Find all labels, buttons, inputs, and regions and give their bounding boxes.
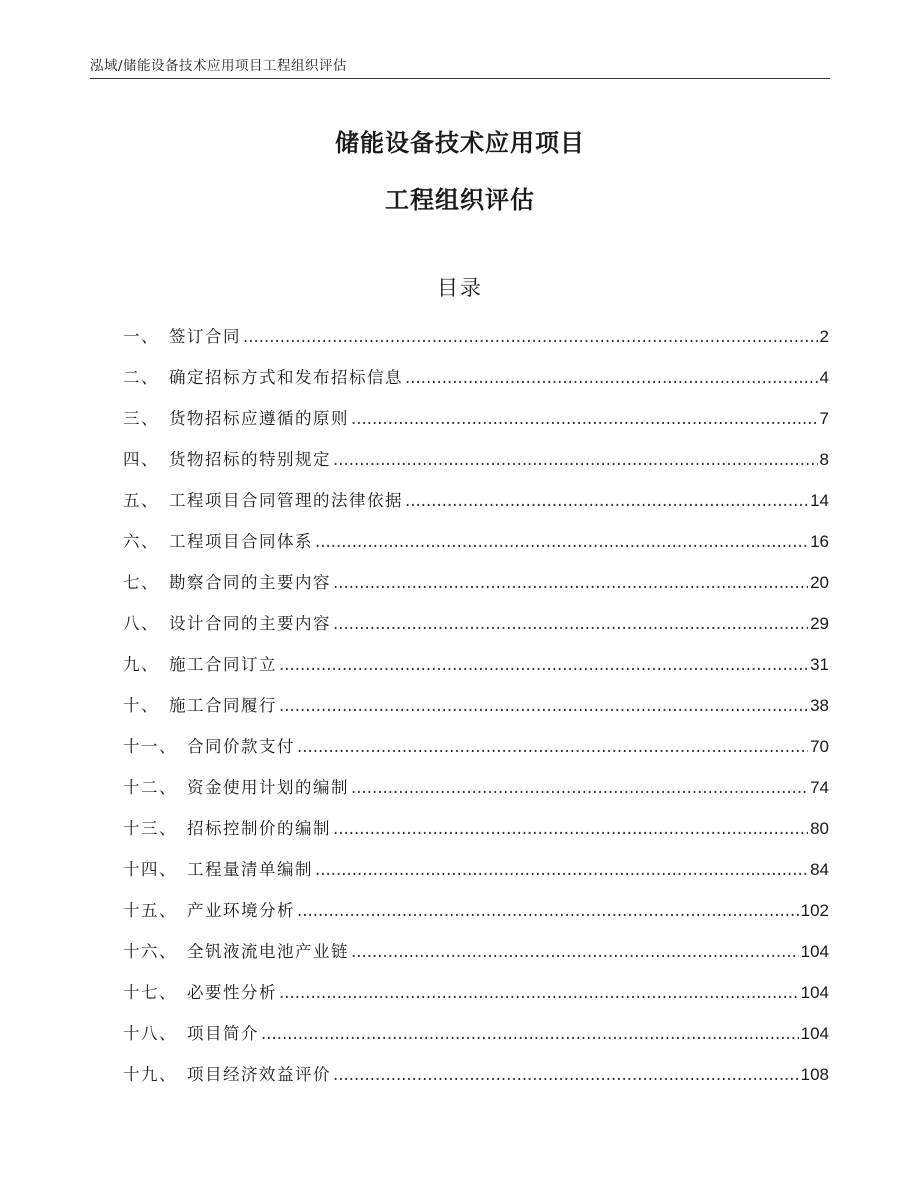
toc-item-separator: 、	[159, 942, 177, 961]
toc-item-separator: 、	[141, 368, 159, 387]
toc-item-title: 勘察合同的主要内容	[169, 573, 331, 592]
toc-item-separator: 、	[159, 1065, 177, 1084]
toc-item-number: 十一	[123, 737, 159, 756]
toc-item-number: 十	[123, 696, 141, 715]
toc-item-separator: 、	[141, 327, 159, 346]
toc-item-separator: 、	[141, 614, 159, 633]
toc-item-number: 九	[123, 655, 141, 674]
toc-item-title: 全钒液流电池产业链	[187, 942, 349, 961]
toc-item[interactable]	[123, 651, 829, 692]
toc-dot-leader	[261, 1024, 799, 1043]
toc-item-title: 工程项目合同管理的法律依据	[169, 491, 403, 510]
toc-item-number: 七	[123, 573, 141, 592]
toc-item-separator: 、	[159, 737, 177, 756]
toc-dot-leader	[405, 368, 818, 387]
toc-item-page: 102	[800, 901, 829, 920]
toc-dot-leader	[243, 327, 818, 346]
toc-item[interactable]	[123, 487, 829, 528]
toc-item[interactable]	[123, 979, 829, 1020]
toc-dot-leader	[351, 409, 818, 428]
toc-item-page: 7	[819, 409, 829, 428]
toc-dot-leader	[279, 696, 808, 715]
toc-item-page: 14	[810, 491, 829, 510]
toc-item-page: 8	[819, 450, 829, 469]
toc-item-title: 产业环境分析	[187, 901, 295, 920]
toc-item-page: 104	[800, 942, 829, 961]
toc-item-page: 104	[800, 983, 829, 1002]
toc-item-separator: 、	[141, 409, 159, 428]
toc-item-title: 货物招标应遵循的原则	[169, 409, 349, 428]
toc-item-separator: 、	[141, 573, 159, 592]
document-title-line1: 储能设备技术应用项目	[335, 129, 585, 157]
toc-dot-leader	[279, 983, 799, 1002]
toc-dot-leader	[315, 860, 808, 879]
toc-item-number: 二	[123, 368, 141, 387]
toc-item-page: 70	[810, 737, 829, 756]
toc-item[interactable]	[123, 446, 829, 487]
toc-item-separator: 、	[159, 778, 177, 797]
toc-item-separator: 、	[141, 655, 159, 674]
toc-item-number: 十七	[123, 983, 159, 1002]
toc-item-page: 4	[819, 368, 829, 387]
toc-item-number: 八	[123, 614, 141, 633]
toc-item-separator: 、	[159, 819, 177, 838]
toc-dot-leader	[297, 737, 808, 756]
toc-item-page: 20	[810, 573, 829, 592]
toc-item-separator: 、	[141, 491, 159, 510]
toc-item[interactable]	[123, 774, 829, 815]
toc-item[interactable]	[123, 1020, 829, 1061]
header-rule	[90, 78, 830, 79]
toc-dot-leader	[333, 614, 808, 633]
toc-item-title: 确定招标方式和发布招标信息	[169, 368, 403, 387]
toc-item-separator: 、	[159, 901, 177, 920]
toc-item-page: 31	[810, 655, 829, 674]
toc-item[interactable]	[123, 364, 829, 405]
toc-item-title: 货物招标的特别规定	[169, 450, 331, 469]
toc-item-number: 十六	[123, 942, 159, 961]
toc-item-number: 十八	[123, 1024, 159, 1043]
toc-dot-leader	[351, 778, 808, 797]
toc-item-separator: 、	[159, 860, 177, 879]
toc-item-title: 资金使用计划的编制	[187, 778, 349, 797]
toc-item[interactable]	[123, 1061, 829, 1102]
toc-item[interactable]	[123, 938, 829, 979]
toc-item-title: 项目经济效益评价	[187, 1065, 331, 1084]
toc-item[interactable]	[123, 692, 829, 733]
toc-dot-leader	[351, 942, 799, 961]
toc-item-page: 84	[810, 860, 829, 879]
toc-item[interactable]	[123, 815, 829, 856]
toc-item-title: 项目简介	[187, 1024, 259, 1043]
toc-item-number: 十四	[123, 860, 159, 879]
toc-dot-leader	[333, 450, 818, 469]
toc-item-number: 六	[123, 532, 141, 551]
toc-item-page: 108	[800, 1065, 829, 1084]
toc-item-page: 104	[800, 1024, 829, 1043]
toc-item-title: 招标控制价的编制	[187, 819, 331, 838]
toc-item-separator: 、	[141, 532, 159, 551]
toc-item-page: 29	[810, 614, 829, 633]
toc-item[interactable]	[123, 733, 829, 774]
toc-item-number: 一	[123, 327, 141, 346]
toc-dot-leader	[333, 1065, 799, 1084]
toc-dot-leader	[315, 532, 808, 551]
toc-dot-leader	[297, 901, 799, 920]
toc-item[interactable]	[123, 405, 829, 446]
toc-item-title: 工程量清单编制	[187, 860, 313, 879]
toc-item-number: 五	[123, 491, 141, 510]
document-title-line2: 工程组织评估	[385, 186, 535, 214]
toc-item-title: 工程项目合同体系	[169, 532, 313, 551]
toc-dot-leader	[279, 655, 808, 674]
toc-item-page: 2	[819, 327, 829, 346]
toc-item[interactable]	[123, 856, 829, 897]
toc-item-title: 施工合同订立	[169, 655, 277, 674]
toc-item-number: 十九	[123, 1065, 159, 1084]
toc-item-separator: 、	[159, 983, 177, 1002]
toc-item-title: 施工合同履行	[169, 696, 277, 715]
toc-item-page: 16	[810, 532, 829, 551]
toc-item[interactable]	[123, 610, 829, 651]
toc-item-title: 合同价款支付	[187, 737, 295, 756]
toc-dot-leader	[333, 819, 808, 838]
toc-item[interactable]	[123, 569, 829, 610]
toc-item-number: 三	[123, 409, 141, 428]
toc-item[interactable]	[123, 323, 829, 364]
toc-item-separator: 、	[159, 1024, 177, 1043]
toc-item-title: 签订合同	[169, 327, 241, 346]
toc-heading: 目录	[437, 276, 483, 300]
toc-item-number: 十二	[123, 778, 159, 797]
toc-item-title: 必要性分析	[187, 983, 277, 1002]
toc-item-page: 74	[810, 778, 829, 797]
toc-dot-leader	[333, 573, 808, 592]
toc-item[interactable]	[123, 528, 829, 569]
toc-dot-leader	[405, 491, 808, 510]
toc-item-title: 设计合同的主要内容	[169, 614, 331, 633]
running-header: 泓域/储能设备技术应用项目工程组织评估	[90, 58, 348, 74]
table-of-contents	[123, 323, 829, 1102]
toc-item-number: 四	[123, 450, 141, 469]
toc-item-separator: 、	[141, 696, 159, 715]
toc-item-page: 38	[810, 696, 829, 715]
toc-item-number: 十三	[123, 819, 159, 838]
toc-item[interactable]	[123, 897, 829, 938]
toc-item-page: 80	[810, 819, 829, 838]
toc-item-number: 十五	[123, 901, 159, 920]
toc-item-separator: 、	[141, 450, 159, 469]
